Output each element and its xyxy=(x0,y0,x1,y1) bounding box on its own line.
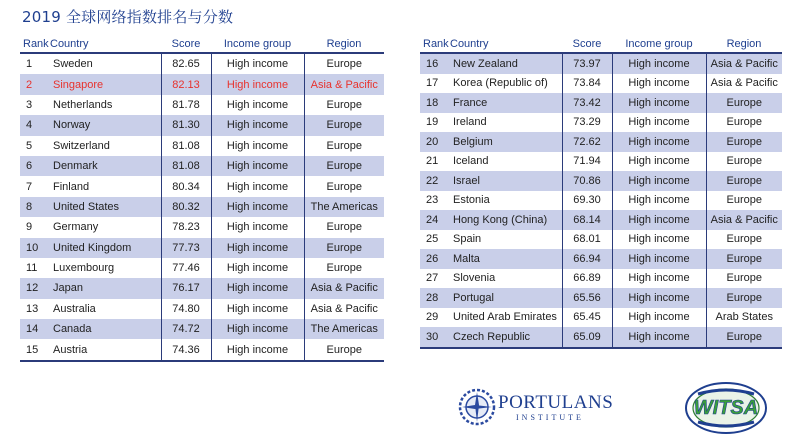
income-group-cell: High income xyxy=(612,230,706,250)
rank-cell: 17 xyxy=(426,77,439,90)
score-cell: 73.97 xyxy=(562,53,612,74)
country-cell: United States xyxy=(50,197,161,217)
score-cell: 81.78 xyxy=(161,95,211,115)
region-cell: Europe xyxy=(304,53,384,74)
table-row xyxy=(20,53,384,74)
region-cell: Europe xyxy=(304,176,384,196)
score-cell: 73.84 xyxy=(562,74,612,94)
portulans-logo-icon xyxy=(458,386,496,428)
table-row xyxy=(20,197,384,217)
header-income-group: Income group xyxy=(612,35,706,53)
table-row xyxy=(420,93,782,113)
country-cell: France xyxy=(450,93,562,113)
region-cell: Europe xyxy=(304,95,384,115)
ranking-table-right xyxy=(420,35,782,349)
country-cell: Austria xyxy=(50,339,161,360)
rank-cell: 26 xyxy=(420,249,450,269)
country-cell: Hong Kong (China) xyxy=(450,210,562,230)
country-cell: Iceland xyxy=(453,155,489,168)
income-group-cell: High income xyxy=(612,191,706,211)
table-row xyxy=(420,152,782,172)
table-row xyxy=(420,308,782,328)
country-cell: Australia xyxy=(53,302,96,315)
score-cell: 65.09 xyxy=(562,327,612,348)
region-cell: Europe xyxy=(706,152,782,172)
region-cell: The Americas xyxy=(304,197,384,217)
income-group-cell: High income xyxy=(211,115,304,135)
region-cell: Asia & Pacific xyxy=(304,278,384,298)
region-cell: Arab States xyxy=(706,308,782,328)
income-group-cell: High income xyxy=(612,327,706,348)
rank-cell: 2 xyxy=(20,74,50,94)
rank-cell: 3 xyxy=(26,98,33,111)
score-cell: 77.46 xyxy=(161,258,211,278)
score-cell: 81.08 xyxy=(161,156,211,176)
income-group-cell: High income xyxy=(612,74,706,94)
score-cell: 77.73 xyxy=(161,238,211,258)
table-row xyxy=(420,230,782,250)
table-row xyxy=(20,74,384,94)
rank-cell: 9 xyxy=(26,221,33,234)
rank-cell: 8 xyxy=(20,197,50,217)
table-header-row xyxy=(420,35,782,53)
region-cell: Asia & Pacific xyxy=(304,74,384,94)
country-cell: Ireland xyxy=(453,116,487,129)
score-cell: 81.08 xyxy=(161,136,211,156)
score-cell: 65.45 xyxy=(562,308,612,328)
income-group-cell: High income xyxy=(211,156,304,176)
region-cell: Europe xyxy=(706,132,782,152)
rank-cell: 25 xyxy=(426,233,439,246)
income-group-cell: High income xyxy=(612,132,706,152)
rank-cell: 24 xyxy=(420,210,450,230)
rank-cell: 19 xyxy=(426,116,439,129)
country-cell: Singapore xyxy=(50,74,161,94)
region-cell: Europe xyxy=(706,249,782,269)
region-cell: The Americas xyxy=(304,319,384,339)
score-cell: 78.23 xyxy=(161,217,211,237)
rank-cell: 30 xyxy=(420,327,450,348)
income-group-cell: High income xyxy=(612,210,706,230)
region-cell: Europe xyxy=(706,113,782,133)
table-row xyxy=(20,176,384,196)
country-cell: Estonia xyxy=(453,194,490,207)
header-rank: Rank xyxy=(420,35,450,53)
ranking-table-left xyxy=(20,35,384,362)
income-group-cell: High income xyxy=(612,249,706,269)
income-group-cell: High income xyxy=(211,176,304,196)
country-cell: Korea (Republic of) xyxy=(453,77,548,90)
region-cell: Europe xyxy=(304,258,384,278)
country-cell: Canada xyxy=(50,319,161,339)
table-row xyxy=(20,278,384,298)
rank-cell: 6 xyxy=(20,156,50,176)
country-cell: Norway xyxy=(50,115,161,135)
rank-cell: 4 xyxy=(20,115,50,135)
rank-cell: 29 xyxy=(426,311,439,324)
header-region: Region xyxy=(706,35,782,53)
income-group-cell: High income xyxy=(211,217,304,237)
rank-cell: 10 xyxy=(20,238,50,258)
score-cell: 80.32 xyxy=(161,197,211,217)
table-row xyxy=(20,156,384,176)
rank-cell: 13 xyxy=(26,302,39,315)
header-income-group: Income group xyxy=(211,35,304,53)
score-cell: 74.80 xyxy=(161,299,211,319)
table-row xyxy=(420,113,782,133)
income-group-cell: High income xyxy=(211,74,304,94)
rank-cell: 1 xyxy=(26,58,33,71)
rank-cell: 12 xyxy=(20,278,50,298)
score-cell: 71.94 xyxy=(562,152,612,172)
region-cell: Europe xyxy=(706,93,782,113)
region-cell: Europe xyxy=(706,288,782,308)
income-group-cell: High income xyxy=(211,299,304,319)
table-row xyxy=(420,249,782,269)
region-cell: Asia & Pacific xyxy=(706,210,782,230)
header-rank: Rank xyxy=(20,35,50,53)
country-cell: Belgium xyxy=(450,132,562,152)
score-cell: 69.30 xyxy=(562,191,612,211)
table-row xyxy=(20,319,384,339)
country-cell: United Kingdom xyxy=(50,238,161,258)
rank-cell: 27 xyxy=(426,272,439,285)
table-row xyxy=(420,132,782,152)
country-cell: United Arab Emirates xyxy=(453,311,557,324)
score-cell: 82.13 xyxy=(161,74,211,94)
table-row xyxy=(420,191,782,211)
witsa-logo-icon xyxy=(676,380,776,436)
region-cell: Europe xyxy=(304,156,384,176)
table-row xyxy=(20,299,384,319)
table-row xyxy=(20,217,384,237)
country-cell: Israel xyxy=(450,171,562,191)
score-cell: 66.94 xyxy=(562,249,612,269)
country-cell: New Zealand xyxy=(450,53,562,74)
score-cell: 82.65 xyxy=(161,53,211,74)
country-cell: Japan xyxy=(50,278,161,298)
header-score: Score xyxy=(562,35,612,53)
region-cell: Europe xyxy=(304,115,384,135)
country-cell: Malta xyxy=(450,249,562,269)
region-cell: Europe xyxy=(706,171,782,191)
rank-cell: 11 xyxy=(26,262,38,275)
table-row xyxy=(420,269,782,289)
header-country: Country xyxy=(450,35,562,53)
country-cell: Netherlands xyxy=(53,98,113,111)
table-row xyxy=(420,288,782,308)
rank-cell: 18 xyxy=(420,93,450,113)
income-group-cell: High income xyxy=(612,93,706,113)
region-cell: Europe xyxy=(304,217,384,237)
income-group-cell: High income xyxy=(612,269,706,289)
table-row xyxy=(420,53,782,74)
table-row xyxy=(420,210,782,230)
region-cell: Europe xyxy=(304,238,384,258)
table-row xyxy=(20,95,384,115)
income-group-cell: High income xyxy=(612,113,706,133)
table-row xyxy=(20,339,384,360)
income-group-cell: High income xyxy=(211,258,304,278)
income-group-cell: High income xyxy=(211,339,304,360)
table-row xyxy=(20,238,384,258)
table-row xyxy=(420,74,782,94)
score-cell: 76.17 xyxy=(161,278,211,298)
score-cell: 81.30 xyxy=(161,115,211,135)
income-group-cell: High income xyxy=(211,319,304,339)
header-region: Region xyxy=(304,35,384,53)
income-group-cell: High income xyxy=(211,238,304,258)
country-cell: Denmark xyxy=(50,156,161,176)
rank-cell: 7 xyxy=(26,180,33,193)
score-cell: 66.89 xyxy=(562,269,612,289)
rank-cell: 22 xyxy=(420,171,450,191)
table-row xyxy=(420,171,782,191)
region-cell: Asia & Pacific xyxy=(706,74,782,94)
table-row xyxy=(20,258,384,278)
table-row xyxy=(20,136,384,156)
income-group-cell: High income xyxy=(211,136,304,156)
income-group-cell: High income xyxy=(211,53,304,74)
rank-cell: 23 xyxy=(426,194,439,207)
rank-cell: 5 xyxy=(26,139,33,152)
region-cell: Europe xyxy=(706,269,782,289)
region-cell: Europe xyxy=(706,230,782,250)
country-cell: Switzerland xyxy=(53,139,110,152)
country-cell: Luxembourg xyxy=(53,262,115,275)
country-cell: Sweden xyxy=(53,58,93,71)
score-cell: 74.36 xyxy=(161,339,211,360)
region-cell: Europe xyxy=(706,191,782,211)
income-group-cell: High income xyxy=(612,308,706,328)
score-cell: 73.42 xyxy=(562,93,612,113)
region-cell: Europe xyxy=(304,339,384,360)
rank-cell: 15 xyxy=(20,339,50,360)
region-cell: Asia & Pacific xyxy=(304,299,384,319)
rank-cell: 16 xyxy=(420,53,450,74)
score-cell: 65.56 xyxy=(562,288,612,308)
page-title: 2019 全球网络指数排名与分数 xyxy=(22,8,234,26)
portulans-logo-subtitle: INSTITUTE xyxy=(516,413,584,422)
country-cell: Czech Republic xyxy=(450,327,562,348)
portulans-logo-name: PORTULANS xyxy=(498,392,614,413)
rank-cell: 20 xyxy=(420,132,450,152)
score-cell: 70.86 xyxy=(562,171,612,191)
income-group-cell: High income xyxy=(211,197,304,217)
score-cell: 68.14 xyxy=(562,210,612,230)
score-cell: 72.62 xyxy=(562,132,612,152)
region-cell: Asia & Pacific xyxy=(706,53,782,74)
region-cell: Europe xyxy=(706,327,782,348)
country-cell: Slovenia xyxy=(453,272,496,285)
score-cell: 68.01 xyxy=(562,230,612,250)
score-cell: 74.72 xyxy=(161,319,211,339)
rank-cell: 28 xyxy=(420,288,450,308)
header-country: Country xyxy=(50,35,161,53)
income-group-cell: High income xyxy=(211,95,304,115)
header-score: Score xyxy=(161,35,211,53)
table-header-row xyxy=(20,35,384,53)
country-cell: Portugal xyxy=(450,288,562,308)
table-row xyxy=(420,327,782,348)
witsa-logo-text: WITSA xyxy=(693,397,759,419)
income-group-cell: High income xyxy=(612,171,706,191)
income-group-cell: High income xyxy=(211,278,304,298)
income-group-cell: High income xyxy=(612,288,706,308)
income-group-cell: High income xyxy=(612,152,706,172)
rank-cell: 14 xyxy=(20,319,50,339)
table-row xyxy=(20,115,384,135)
score-cell: 80.34 xyxy=(161,176,211,196)
country-cell: Spain xyxy=(453,233,482,246)
income-group-cell: High income xyxy=(612,53,706,74)
rank-cell: 21 xyxy=(426,155,439,168)
region-cell: Europe xyxy=(304,136,384,156)
score-cell: 73.29 xyxy=(562,113,612,133)
country-cell: Germany xyxy=(53,221,99,234)
country-cell: Finland xyxy=(53,180,90,193)
